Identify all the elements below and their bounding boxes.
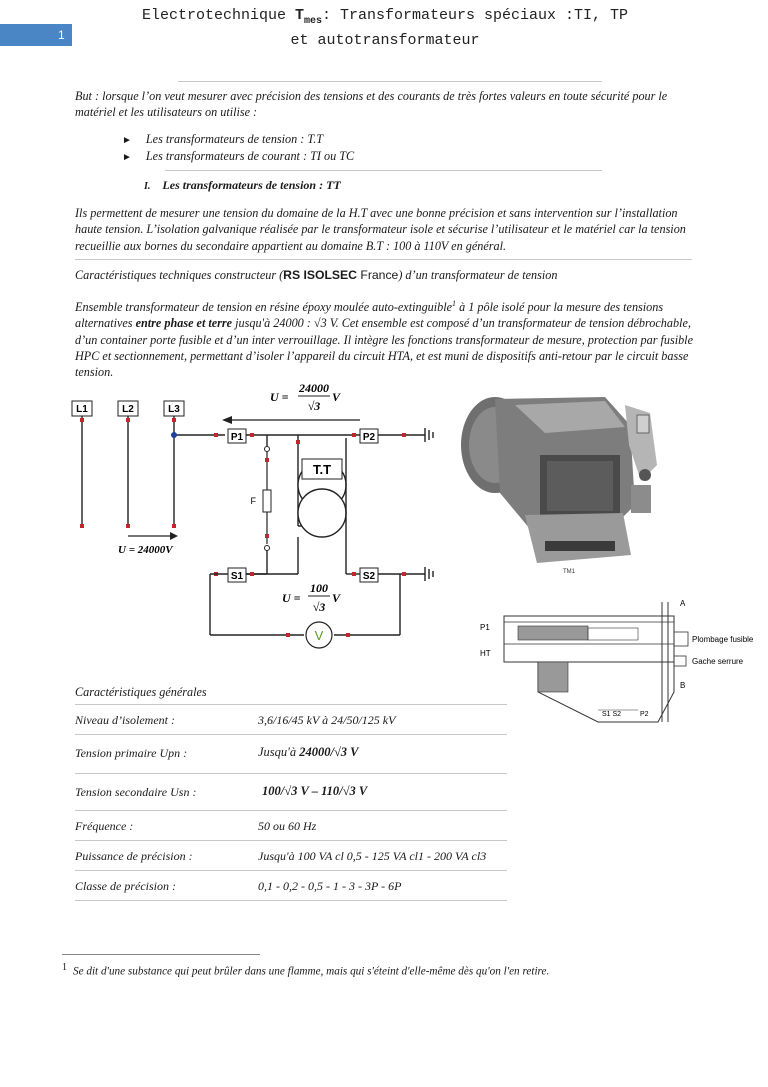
l1-end-node [80, 524, 84, 528]
header-rule [178, 81, 602, 82]
brand-name: RS ISOLSEC [283, 268, 357, 282]
drawing-label-gache: Gache serrure [692, 657, 744, 666]
drawing-plug [674, 632, 688, 646]
specs-rule-3 [75, 810, 507, 811]
tt-secondary-winding [298, 489, 346, 537]
vm-node-left [286, 633, 290, 637]
tt-side-box [631, 485, 651, 513]
drawing-latch [674, 656, 686, 666]
fuse-box [263, 490, 271, 512]
spec-value-secondaire [262, 784, 367, 799]
p1-label: P1 [230, 432, 244, 443]
spec-value-primaire-bold: 24000/√3 V [299, 745, 359, 759]
l3-node [172, 418, 176, 422]
voltmeter-label: V [314, 628, 324, 643]
fuse-contact-bottom [265, 546, 270, 551]
footnote-text: Se dit d'une substance qui peut brûler dans une flamme, mais qui s'éteint d'elle-même dès qu'on l'en retire. [73, 965, 550, 978]
bold-phase-terre: entre phase et terre [135, 316, 233, 331]
spec-value-classe: 0,1 - 0,2 - 0,5 - 1 - 3 - 3P - 6P [258, 879, 402, 893]
s2-label: S2 [362, 571, 376, 582]
tt-technical-drawing [478, 592, 758, 730]
u-line-label: U = 24000V [118, 544, 173, 556]
tt-base [525, 513, 631, 563]
u-prim-arrowhead [222, 416, 232, 424]
footnote-number: 1 [62, 962, 67, 973]
u-prim-den: √3 [307, 399, 321, 413]
drawing-label-s1s2: S1 S2 [602, 711, 622, 718]
section-heading [144, 178, 341, 193]
drawing-label-ht: HT [480, 649, 491, 658]
page-title [80, 6, 690, 50]
title-line2: et autotransformateur [290, 32, 480, 49]
l2-label: L2 [122, 404, 134, 415]
specs-heading: Caractéristiques générales [75, 685, 207, 699]
fuse-node-1 [265, 458, 269, 462]
specs-rule-5 [75, 870, 507, 871]
p1-node [250, 433, 254, 437]
footnote-rule [62, 954, 260, 955]
l1-node [80, 418, 84, 422]
tt-circuit-diagram [60, 378, 455, 678]
u-sec-lhs: U = [282, 591, 301, 605]
page-number-tab: 1 [0, 24, 72, 46]
drawing-hatch-1 [518, 626, 588, 640]
p2-label: P2 [362, 432, 376, 443]
u-sec-unit: V [332, 591, 341, 605]
l3-label: L3 [168, 404, 180, 415]
drawing-label-a: A [680, 599, 686, 608]
drawing-label-p2: P2 [640, 711, 649, 718]
brand-country: France [357, 268, 399, 282]
title-sub: mes [303, 16, 322, 27]
tt-product-photo [445, 385, 670, 590]
rule-caract [75, 259, 692, 260]
vm-node-right [346, 633, 350, 637]
specs-rule-6 [75, 900, 507, 901]
drawing-label-p1: P1 [480, 623, 490, 632]
specs-rule-4 [75, 840, 507, 841]
l1-label: L1 [76, 404, 88, 415]
intro-text: But : lorsque l’on veut mesurer avec précision des tensions et des courants de très fortes valeurs en toute sécurité pour le matériel et les utilisateurs on utilise : [75, 89, 668, 120]
spec-value-frequence: 50 ou 60 Hz [258, 819, 317, 833]
spec-label-secondaire: Tension secondaire Usn : [75, 785, 197, 799]
spec-label-classe: Classe de précision : [75, 879, 176, 893]
l2-node [126, 418, 130, 422]
title-t: $T_{mes}$ [294, 7, 322, 27]
drawing-fuse [588, 628, 638, 640]
tt-label: T.T [312, 462, 332, 477]
p2-node [352, 433, 356, 437]
bullet-arrow-icon: ► [122, 152, 132, 163]
caracteristiques-line: Caractéristiques techniques constructeur (RS ISOLSEC France) d’un transformateur de tension [75, 268, 558, 282]
s2-node [352, 572, 356, 576]
tt-fuse-cap [637, 415, 649, 433]
spec-label-isolement: Niveau d’isolement : [75, 713, 175, 727]
section-rule [165, 170, 602, 171]
spec-label-frequence: Fréquence : [75, 819, 134, 833]
paragraph-tt: Ils permettent de mesurer une tension du domaine de la H.T avec une bonne précision et sans intervention sur l’installation haute tension. L’isolation galvanique réalisée par le transformateur isole et sécurise l’utilisateur et le matériel car la tension recueillie aux bornes du secondaire appartient au domaine B.T : 100 à 110V en général. [75, 206, 686, 253]
tt-lead-node [296, 440, 300, 444]
footnote-ref: 1 [452, 299, 457, 308]
spec-value-puissance: Jusqu'à 100 VA cl 0,5 - 125 VA cl1 - 200 VA cl3 [258, 849, 487, 863]
u-prim-num: 24000 [299, 381, 329, 395]
s1-label: S1 [230, 571, 244, 582]
fuse-label: F [250, 496, 256, 506]
title-part1: Electrotechnique [141, 7, 295, 24]
specs-rule-1 [75, 734, 507, 735]
u-prim-unit: V [332, 390, 341, 404]
spec-label-primaire: Tension primaire Upn : [75, 746, 188, 760]
p1-wire-node [214, 433, 218, 437]
fuse-contact-top [265, 447, 270, 452]
drawing-label-b: B [680, 681, 686, 690]
tt-base-slot [545, 541, 615, 551]
spec-value-isolement: 3,6/16/45 kV à 24/50/125 kV [258, 713, 396, 727]
s2-earth-node [402, 572, 406, 576]
l3-junction [171, 432, 177, 438]
paragraph-ensemble: Ensemble transformateur de tension en résine époxy moulée auto-extinguible$^1$ à 1 pôle isolé pour la mesure des tensions alternatives entre phase et terre jusqu'à 24000 : √3 V. Cet ensemble est composé d’un transformateur de tension débrochable, d’un container porte fusible et d’un inter verrouillage. Il intègre les fonctions transformateur de mesure, protection par fusible HPC et sectionnement, permettant d’isoler l’appareil du circuit HTA, et est muni de dispositifs anti-retour par le circuit basse tension. [75, 299, 693, 380]
l3-end-node [172, 524, 176, 528]
spec-value-secondaire-bold: 100/√3 V – 110/√3 V [262, 784, 368, 798]
bullet-tt: ► Les transformateurs de tension : T.T [122, 132, 324, 146]
bullet-arrow-icon: ► [122, 135, 132, 146]
title-part2: : Transformateurs spéciaux :TI, TP [322, 7, 629, 24]
section-number: I. [144, 181, 151, 192]
spec-value-primaire: Jusqu'à 24000/√3 V [258, 745, 359, 759]
section-title: Les transformateurs de tension : TT [162, 178, 341, 192]
specs-rule-2 [75, 773, 507, 774]
spec-label-puissance: Puissance de précision : [75, 849, 193, 863]
bullet-ti: ► Les transformateurs de courant : TI ou TC [122, 149, 355, 163]
photo-label: TM1 [563, 569, 575, 575]
u-sec-num: 100 [310, 581, 328, 595]
tt-knob [639, 469, 651, 481]
footnote [62, 962, 712, 978]
u-line-arrowhead [170, 532, 178, 540]
u-prim-lhs: U = [270, 390, 289, 404]
fuse-node-2 [265, 534, 269, 538]
u-sec-den: √3 [312, 600, 326, 614]
drawing-label-plombage: Plombage fusible [692, 635, 754, 644]
l2-end-node [126, 524, 130, 528]
p2-earth-node [402, 433, 406, 437]
specs-rule-0 [75, 704, 507, 705]
tt-front-panel [547, 461, 613, 511]
s1-node [250, 572, 254, 576]
drawing-hatch-2 [538, 662, 568, 692]
